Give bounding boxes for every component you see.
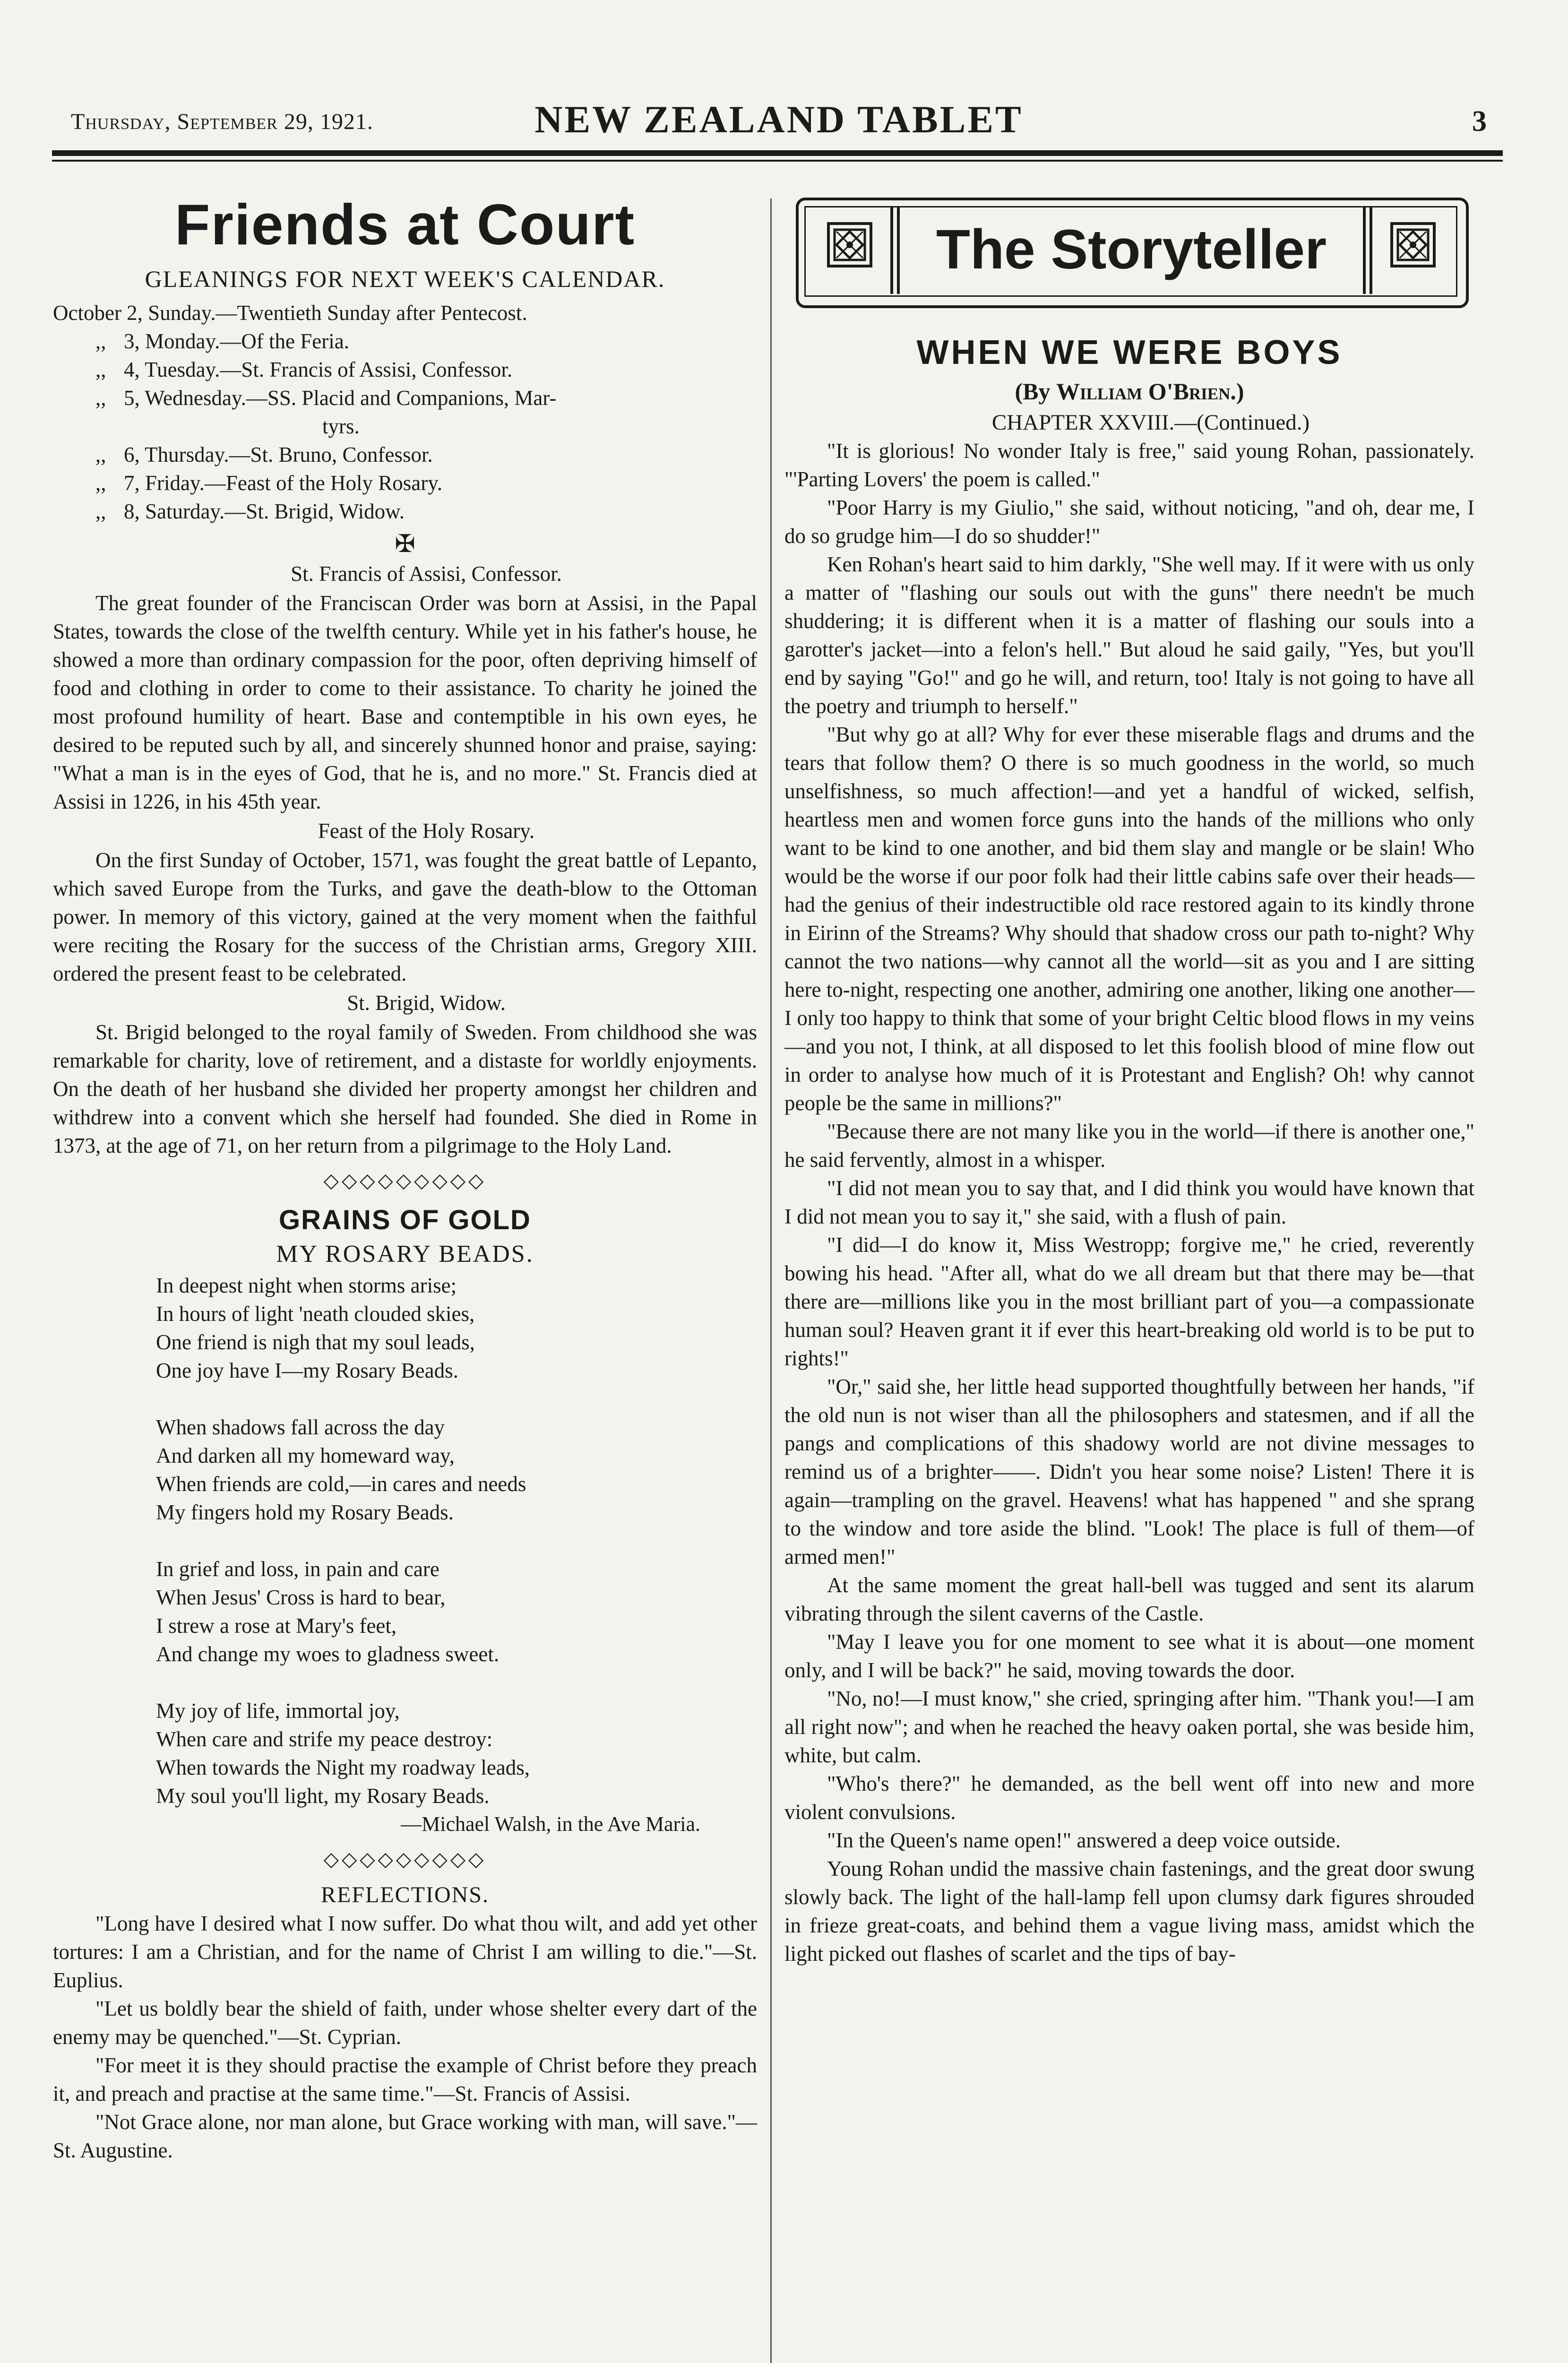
storyteller-banner [796, 198, 1467, 307]
poem-line: My soul you'll light, my Rosary Beads. [156, 1784, 490, 1808]
byline-author: William O'Brien. [1056, 378, 1236, 405]
header-rule-thin [52, 160, 1503, 162]
francis-paragraph: The great founder of the Franciscan Order was born at Assisi, in the Papal States, towards the close of the twelfth century. While yet in his father's house, he showed a more than ordinary compassion for the poor, often depriving himself of food and clothing in order to come to their assistance. To charity he joined the most profound humility of heart. Base and contemptible in his own eyes, he desired to be reputed such by all, and sincerely shunned honor and praise, saying: "What a man is in the eyes of God, that he is, and no more." St. Francis died at Assisi in 1226, in his 45th year. [53, 591, 757, 813]
story-paragraph: "I did—I do know it, Miss Westropp; forgive me," he cried, reverently bowing his head. "After all, what do we all dream but that there may be—that there are—millions like you in the most brilliant part of you—a compassionate human soul? Heaven grant it if ever this heart-breaking old world is to be put to rights!" [784, 1233, 1474, 1370]
reflections-title: REFLECTIONS. [320, 1882, 489, 1907]
poem-line: When care and strife my peace destroy: [156, 1727, 493, 1751]
story-paragraph: "Who's there?" he demanded, as the bell went off into new and more violent convulsions. [784, 1772, 1474, 1824]
calendar-entry [53, 497, 757, 526]
cross-icon: ✠ [395, 531, 415, 558]
story-paragraph: Ken Rohan's heart said to him darkly, "She well may. If it were with us only a matter of "flashing our souls out with the guns" there needn't be much shuddering; it is different when it is a matter of flashing our souls into a garotter's jacket—into a felon's hell." But aloud he said gaily, "Yes, but you'll end by saying "Go!" and go he will, and return, too! Italy is not going to have all the poetry and triumph to herself." [784, 552, 1474, 718]
header-rule [52, 150, 1503, 156]
story-paragraph: "It is glorious! No wonder Italy is free," said young Rohan, passionately. "'Parting Lovers' the poem is called." [784, 439, 1474, 491]
masthead [71, 95, 1487, 151]
calendar-entry [53, 355, 757, 384]
poem [156, 1271, 757, 1810]
poem-line: When friends are cold,—in cares and needs [156, 1472, 526, 1496]
story-paragraph: "But why go at all? Why for ever these miserable flags and drums and the tears that follow them? O there is so much goodness in the world, so much unselfishness, so much affection!—and yet a handful of wicked, selfish, heartless men and women force guns into the hands of the millions who only want to be kind to one another, and bid them slay and mangle or be slain! Who would be the worse if our poor folk had their little cabins safe over their heads—had the genius of their indestructible old race restored again to its kindly throne in Eirinn of the Streams? Why should that shadow cross our path to-night? Why cannot the two nations—why cannot all the world—sit as you and I are sitting here to-night, respecting one another, admiring one another, liking one another—I only too happy to think that some of your bright Celtic blood flows in my veins—and you not, I think, at all disposed to let this foolish blood of mine flow out in order to analyse how much of it is Protestant and English? Oh! why cannot people be the same in millions?" [784, 723, 1474, 1115]
reflection-quote: "For meet it is they should practise the example of Christ before they preach it, and preach and practise at the same time."—St. Francis of Assisi. [53, 2053, 757, 2105]
calendar-entry [53, 384, 757, 440]
poem-line: In deepest night when storms arise; [156, 1274, 457, 1297]
diamond-separator: ◇◇◇◇◇◇◇◇◇ [323, 1849, 487, 1871]
poem-title: MY ROSARY BEADS. [276, 1241, 534, 1268]
byline-suffix: ) [1236, 378, 1244, 405]
story-paragraph: "May I leave you for one moment to see what it is about—one moment only, and I will be back?" he said, moving towards the door. [784, 1630, 1474, 1682]
ditto-mark: ,, [95, 500, 106, 523]
story-paragraph: Young Rohan undid the massive chain fastenings, and the great door swung slowly back. The light of the hall-lamp fell upon clumsy dark figures shrouded in frieze great-coats, and behind them a vague living mass, amidst which the light picked out flashes of scarlet and the tips of bay- [784, 1857, 1474, 1966]
brigid-paragraph: St. Brigid belonged to the royal family of Sweden. From childhood she was remarkable for charity, love of retirement, and a distaste for worldly enjoyments. On the death of her husband she divided her property amongst her children and withdrew into a convent which she herself had founded. She died in Rome in 1373, at the age of 71, on her return from a pilgrimage to the Holy Land. [53, 1020, 757, 1157]
friends-at-court-title: Friends at Court [174, 192, 636, 257]
story-paragraph: "No, no!—I must know," she cried, springing after him. "Thank you!—I am all right now"; and when he reached the heavy oaken portal, she was beside him, white, but calm. [784, 1687, 1474, 1767]
reflection-quote: "Not Grace alone, nor man alone, but Grace working with man, will save."—St. Augustine. [53, 2110, 757, 2162]
poem-line: And change my woes to gladness sweet. [156, 1642, 500, 1666]
poem-stanza [156, 1413, 757, 1526]
right-column [784, 321, 1474, 1968]
calendar-entry-text: 3, Monday.—Of the Feria. [124, 329, 349, 353]
story-paragraph: "Or," said she, her little head supported thoughtfully between her hands, "if the old nun is not wiser than all the philosophers and statesmen, and if all the pangs and complications of this shadowy world are not divine messages to remind us of a brighter——. Didn't you hear some noise? Listen! There it is again—trampling on the gravel. Heavens! what has happened " and she sprang to the window and tore aside the blind. "Look! The place is full of them—of armed men!" [784, 1375, 1474, 1569]
chapter-heading: CHAPTER XXVIII.—(Continued.) [991, 410, 1310, 435]
issue-date: Thursday, September 29, 1921. [71, 109, 373, 134]
calendar-entry-line: 5, Wednesday.—SS. Placid and Companions, Mar- [124, 386, 557, 410]
poem-line: My fingers hold my Rosary Beads. [156, 1501, 454, 1524]
calendar-entry [53, 440, 757, 469]
calendar-entry [53, 327, 757, 355]
calendar-entry [53, 469, 757, 497]
francis-heading: St. Francis of Assisi, Confessor. [291, 562, 562, 586]
byline-prefix: (By [1015, 378, 1056, 405]
storyteller-title: The Storyteller [936, 218, 1327, 281]
calendar-entry-text: 7, Friday.—Feast of the Holy Rosary. [124, 471, 443, 495]
calendar-entry-continuation: tyrs. [322, 414, 360, 438]
poem-stanza [156, 1271, 757, 1385]
ditto-mark: ,, [95, 329, 106, 353]
diamond-separator: ◇◇◇◇◇◇◇◇◇ [323, 1170, 487, 1192]
left-column [53, 189, 757, 2165]
page-number: 3 [1472, 105, 1487, 138]
poem-line: When shadows fall across the day [156, 1415, 445, 1439]
banner-bar [890, 206, 893, 294]
story-paragraph: "Because there are not many like you in the world—if there is another one," he said fervently, almost in a whisper. [784, 1120, 1474, 1172]
ditto-mark: ,, [95, 471, 106, 495]
poem-line: My joy of life, immortal joy, [156, 1699, 400, 1723]
story-paragraph: At the same moment the great hall-bell was tugged and sent its alarum vibrating through the silent caverns of the Castle. [784, 1573, 1474, 1625]
lattice-ornament-icon [827, 222, 872, 267]
poem-line: I strew a rose at Mary's feet, [156, 1614, 397, 1638]
byline [784, 374, 1474, 408]
lattice-ornament-icon [1390, 222, 1436, 267]
calendar-entry-text [124, 384, 757, 440]
grains-of-gold-title: GRAINS OF GOLD [279, 1205, 531, 1235]
story-paragraph: "Poor Harry is my Giulio," she said, without noticing, "and oh, dear me, I do so grudge him—I do so shudder!" [784, 496, 1474, 548]
poem-line: One joy have I—my Rosary Beads. [156, 1359, 458, 1382]
calendar-list [53, 299, 757, 526]
brigid-heading: St. Brigid, Widow. [347, 991, 506, 1015]
reflection-quote: "Let us boldly bear the shield of faith, under whose shelter every dart of the enemy may be quenched."—St. Cyprian. [53, 1997, 757, 2049]
column-divider [770, 198, 772, 2363]
ditto-mark: ,, [95, 386, 106, 410]
banner-bar [1370, 206, 1372, 294]
calendar-entry-text: 8, Saturday.—St. Brigid, Widow. [124, 500, 405, 523]
poem-line: In grief and loss, in pain and care [156, 1557, 439, 1581]
rosary-paragraph: On the first Sunday of October, 1571, was fought the great battle of Lepanto, which saved Europe from the Turks, and gave the death-blow to the Ottoman power. In memory of this victory, gained at the very moment when the faithful were reciting the Rosary for the success of the Christian arms, Gregory XIII. ordered the present feast to be celebrated. [53, 848, 757, 985]
calendar-entry-text: October 2, Sunday.—Twentieth Sunday after Pentecost. [53, 301, 527, 325]
rosary-heading: Feast of the Holy Rosary. [318, 819, 535, 843]
poem-line: When towards the Night my roadway leads, [156, 1756, 530, 1779]
poem-line: And darken all my homeward way, [156, 1444, 455, 1467]
calendar-entry [53, 299, 757, 327]
poem-line: One friend is nigh that my soul leads, [156, 1330, 475, 1354]
banner-bar [1363, 206, 1366, 294]
story-title: WHEN WE WERE BOYS [916, 334, 1343, 371]
poem-attribution: —Michael Walsh, in the Ave Maria. [401, 1812, 700, 1836]
story-paragraph: "In the Queen's name open!" answered a deep voice outside. [827, 1828, 1341, 1852]
poem-stanza [156, 1555, 757, 1668]
story-paragraph: "I did not mean you to say that, and I did think you would have known that I did not mean you to say it," she said, with a flush of pain. [784, 1176, 1474, 1228]
calendar-subtitle: GLEANINGS FOR NEXT WEEK'S CALENDAR. [145, 266, 665, 292]
poem-line: When Jesus' Cross is hard to bear, [156, 1586, 446, 1609]
banner-bar [897, 206, 900, 294]
ditto-mark: ,, [95, 358, 106, 381]
calendar-entry-text: 4, Tuesday.—St. Francis of Assisi, Confessor. [124, 358, 513, 381]
newspaper-title: NEW ZEALAND TABLET [534, 98, 1023, 141]
calendar-entry-text: 6, Thursday.—St. Bruno, Confessor. [124, 443, 433, 466]
reflection-quote: "Long have I desired what I now suffer. Do what thou wilt, and add yet other tortures: I am a Christian, and for the name of Christ I am willing to die."—St. Euplius. [53, 1912, 757, 1992]
poem-stanza [156, 1697, 757, 1810]
poem-line: In hours of light 'neath clouded skies, [156, 1302, 475, 1326]
ditto-mark: ,, [95, 443, 106, 466]
